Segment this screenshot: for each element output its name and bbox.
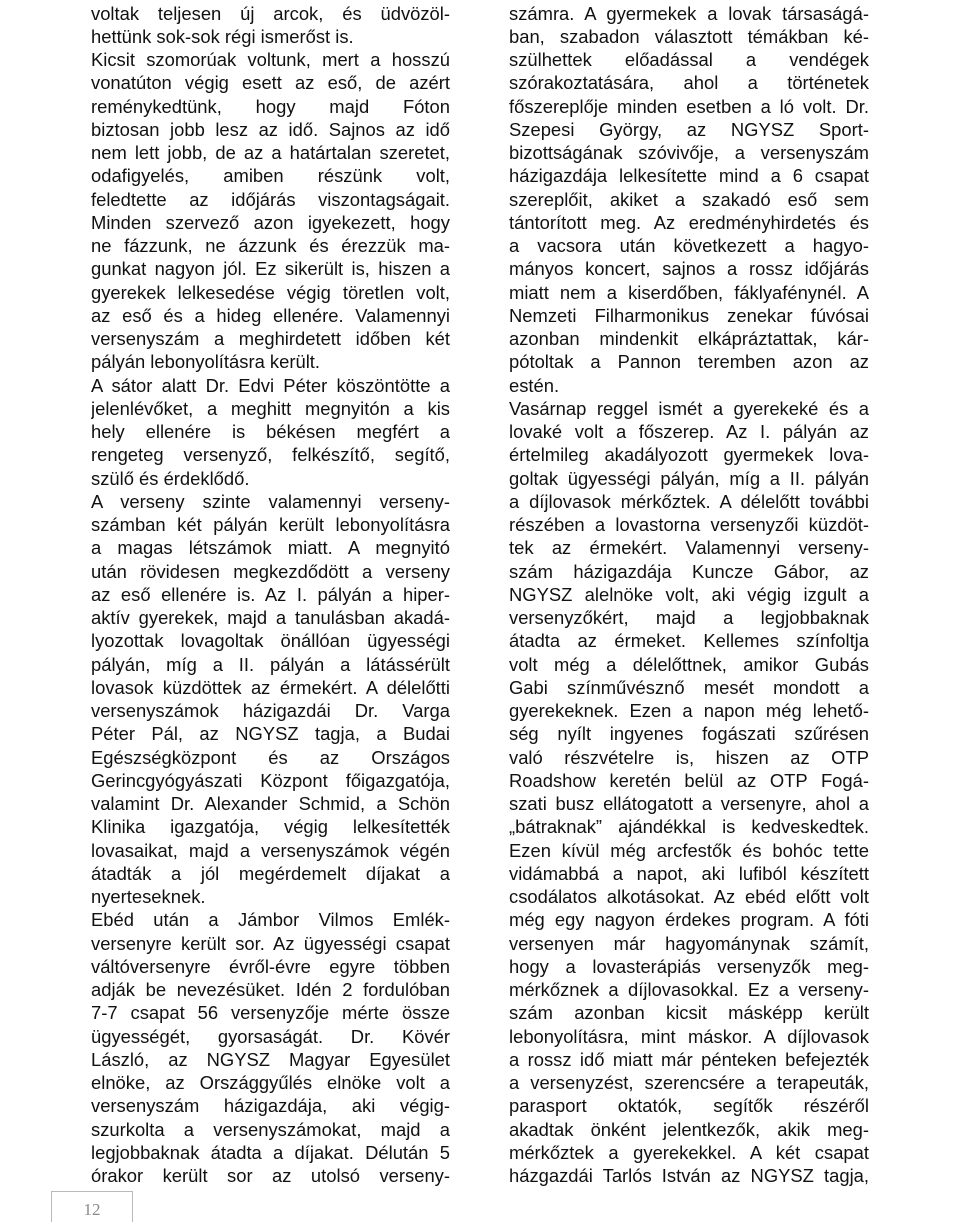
text-line: A verseny szinte valamennyi verseny- — [91, 490, 450, 512]
text-line: Szepesi György, az NGYSZ Sport- — [509, 118, 869, 140]
page-number-box — [51, 1191, 133, 1222]
text-line: lovaké volt a főszerep. Az I. pályán az — [509, 421, 869, 442]
text-line: aktív gyerekek, majd a tanulásban akadá- — [91, 607, 450, 628]
text-line: az eső és a hideg ellenére. Valamennyi — [91, 304, 450, 326]
text-line: a rossz idő miatt már pénteken befejezték — [509, 1048, 869, 1070]
text-line: versenyen már hagyománynak számít, — [509, 932, 869, 954]
text-line: nem lett jobb, de az a határtalan szeretet, — [91, 142, 450, 163]
text-line: házgazdái Tarlós István az NGYSZ tagja, — [509, 1165, 869, 1186]
text-line: gunkat nagyon jól. Ez sikerült is, hiszen a — [91, 258, 450, 280]
text-line: gyerekeknek. Ezen a napon még lehető- — [509, 700, 869, 721]
text-line: A sátor alatt Dr. Edvi Péter köszöntötte a — [91, 374, 450, 396]
text-line: Péter Pál, az NGYSZ tagja, a Budai — [91, 723, 450, 745]
text-line: mérkőztek a gyerekekkel. A két csapat — [509, 1141, 869, 1163]
text-line: főszereplője minden esetben a ló volt. Dr. — [509, 95, 869, 117]
text-line: tek az érmekért. Valamennyi verseny- — [509, 537, 869, 559]
text-line: ban, szabadon választott témákban ké- — [509, 25, 869, 47]
text-line: Gerincgyógyászati Központ főigazgatója, — [91, 769, 450, 791]
text-line: szülhettek előadással a vendégek — [509, 49, 869, 70]
text-line: pótoltak a Pannon teremben azon az — [509, 351, 869, 373]
text-line: mérkőznek a díjlovasokkal. Ez a verseny- — [509, 979, 869, 1000]
text-line: azonban mindenkit elkápráztattak, kár- — [509, 328, 869, 349]
text-line: átadta az érmeket. Kellemes színfoltja — [509, 630, 869, 652]
text-line: szurkolta a versenyszámokat, majd a — [91, 1118, 450, 1140]
text-line: a vacsora után következett a hagyo- — [509, 235, 869, 256]
text-line: váltóversenyre évről-évre egyre többen — [91, 955, 450, 977]
text-line: mányos koncert, sajnos a rossz időjárás — [509, 258, 869, 280]
text-line: számra. A gyermekek a lovak társaságá- — [509, 2, 869, 24]
text-line: lebonyolításra, mint máskor. A díjlovasok — [509, 1025, 869, 1047]
text-line: goltak ügyességi pályán, míg a II. pályán — [509, 467, 869, 489]
text-line: feledtette az időjárás viszontagságait. — [91, 188, 450, 210]
text-line: gyerekek lelkesedése végig töretlen volt, — [91, 281, 450, 303]
text-line: elnöke, az Országgyűlés elnöke volt a — [91, 1072, 450, 1093]
text-line: az eső ellenére is. Az I. pályán a hiper- — [91, 583, 450, 605]
text-line: 7-7 csapat 56 versenyzője mérte össze — [91, 1002, 450, 1024]
text-line: szülő és érdeklődő. — [91, 467, 250, 489]
text-line: versenyszám házigazdája, aki végig- — [91, 1095, 450, 1117]
text-line: lyozottak lovagoltak önállóan ügyességi — [91, 630, 450, 652]
text-line: órakor került sor az utolsó verseny- — [91, 1165, 450, 1186]
text-line: számban két pályán került lebonyolításra — [91, 514, 450, 535]
text-line: legjobbaknak átadta a díjakat. Délután 5 — [91, 1141, 450, 1163]
text-line: ség nyílt ingyenes fogászati szűrésen — [509, 723, 869, 745]
text-line: lovasok küzdöttek az érmekért. A délelőtti — [91, 676, 450, 698]
text-line: „bátraknak” ajándékkal is kedveskedtek. — [509, 816, 869, 838]
right-text-column — [509, 0, 869, 1187]
text-line: szórakoztatására, ahol a történetek — [509, 72, 869, 94]
text-line: valamint Dr. Alexander Schmid, a Schön — [91, 793, 450, 814]
text-line: értelmileg akadályozott gyermekek lova- — [509, 444, 869, 466]
text-line: versenyre került sor. Az ügyességi csapat — [91, 932, 450, 954]
text-line: parasport oktatók, segítők részéről — [509, 1095, 869, 1117]
text-line: versenyszám a meghirdetett időben két — [91, 328, 450, 349]
text-line: pályán lebonyolításra került. — [91, 351, 320, 373]
text-line: Roadshow keretén belül az OTP Fogá- — [509, 769, 869, 791]
text-line: Minden szervező azon igyekezett, hogy — [91, 211, 450, 233]
text-line: NGYSZ alelnöke volt, aki végig izgult a — [509, 583, 869, 605]
text-line: átadták a jól megérdemelt díjakat a — [91, 862, 450, 884]
text-line: Kicsit szomorúak voltunk, mert a hosszú — [91, 49, 450, 70]
text-line: akadtak önként jelentkezők, akik meg- — [509, 1118, 869, 1140]
text-line: Egészségközpont és az Országos — [91, 746, 450, 768]
text-line: szereplőit, akiket a szakadó eső sem — [509, 188, 869, 210]
text-line: Gabi színművésznő mesét mondott a — [509, 676, 869, 698]
text-line: pályán, míg a II. pályán a látássérült — [91, 653, 450, 675]
text-line: részében a lovastorna versenyzői küzdöt- — [509, 514, 869, 535]
text-line: hely ellenére is békésen megfért a — [91, 421, 450, 442]
text-line: voltak teljesen új arcok, és üdvözöl- — [91, 2, 450, 24]
text-line: hettünk sok-sok régi ismerőst is. — [91, 25, 354, 47]
text-line: vonatúton végig esett az eső, de azért — [91, 72, 450, 94]
text-line: biztosan jobb lesz az idő. Sajnos az idő — [91, 118, 450, 140]
text-line: szám azonban kicsit másképp került — [509, 1002, 869, 1024]
text-line: Ebéd után a Jámbor Vilmos Emlék- — [91, 909, 450, 931]
text-line: Nemzeti Filharmonikus zenekar fúvósai — [509, 304, 869, 326]
text-line: a versenyzést, szerencsére a terapeuták, — [509, 1072, 869, 1093]
text-line: után rövidesen megkezdődött a verseny — [91, 560, 450, 582]
text-line: versenyszámok házigazdái Dr. Varga — [91, 700, 450, 721]
text-line: rengeteg versenyző, felkészítő, segítő, — [91, 444, 450, 466]
text-line: volt még a délelőttnek, amikor Gubás — [509, 653, 869, 675]
page-number: 12 — [83, 1200, 101, 1219]
text-line: házigazdája lelkesítette mind a 6 csapat — [509, 165, 869, 187]
text-line: estén. — [509, 374, 560, 396]
text-line: Vasárnap reggel ismét a gyerekeké és a — [509, 397, 869, 419]
text-line: lovasaikat, majd a versenyszámok végén — [91, 839, 450, 861]
text-line: ne fázzunk, ne ázzunk és érezzük ma- — [91, 235, 450, 256]
text-line: vidámabbá a napot, aki lufiból készített — [509, 862, 869, 884]
text-line: jelenlévőket, a meghitt megnyitón a kis — [91, 397, 450, 419]
text-line: Ezen kívül még arcfestők és bohóc tette — [509, 839, 869, 861]
text-line: a díjlovasok mérkőztek. A délelőtt további — [509, 490, 869, 512]
text-line: a magas létszámok miatt. A megnyitó — [91, 537, 450, 559]
text-line: versenyzőkért, majd a legjobbaknak — [509, 607, 869, 628]
text-line: Klinika igazgatója, végig lelkesítették — [91, 816, 450, 838]
left-text-column — [91, 0, 450, 1187]
text-line: László, az NGYSZ Magyar Egyesület — [91, 1048, 450, 1070]
text-line: szati busz ellátogatott a versenyre, ahol a — [509, 793, 869, 814]
text-line: szám házigazdája Kuncze Gábor, az — [509, 560, 869, 582]
text-line: csodálatos alkotásokat. Az ebéd előtt volt — [509, 886, 869, 907]
text-line: bizottságának szóvivője, a versenyszám — [509, 142, 869, 163]
text-line: adják be nevezésüket. Idén 2 fordulóban — [91, 979, 450, 1000]
text-line: való részvételre is, hiszen az OTP — [509, 746, 869, 768]
text-line: miatt nem a kiserdőben, fáklyafénynél. A — [509, 281, 869, 303]
text-line: még egy nagyon érdekes program. A fóti — [509, 909, 869, 931]
text-line: odafigyelés, amiben részünk volt, — [91, 165, 450, 187]
text-line: nyerteseknek. — [91, 886, 206, 907]
text-line: ügyességét, gyorsaságát. Dr. Kövér — [91, 1025, 450, 1047]
text-line: reménykedtünk, hogy majd Fóton — [91, 95, 450, 117]
text-line: hogy a lovasterápiás versenyzők meg- — [509, 955, 869, 977]
text-line: tántorított meg. Az eredményhirdetés és — [509, 211, 869, 233]
